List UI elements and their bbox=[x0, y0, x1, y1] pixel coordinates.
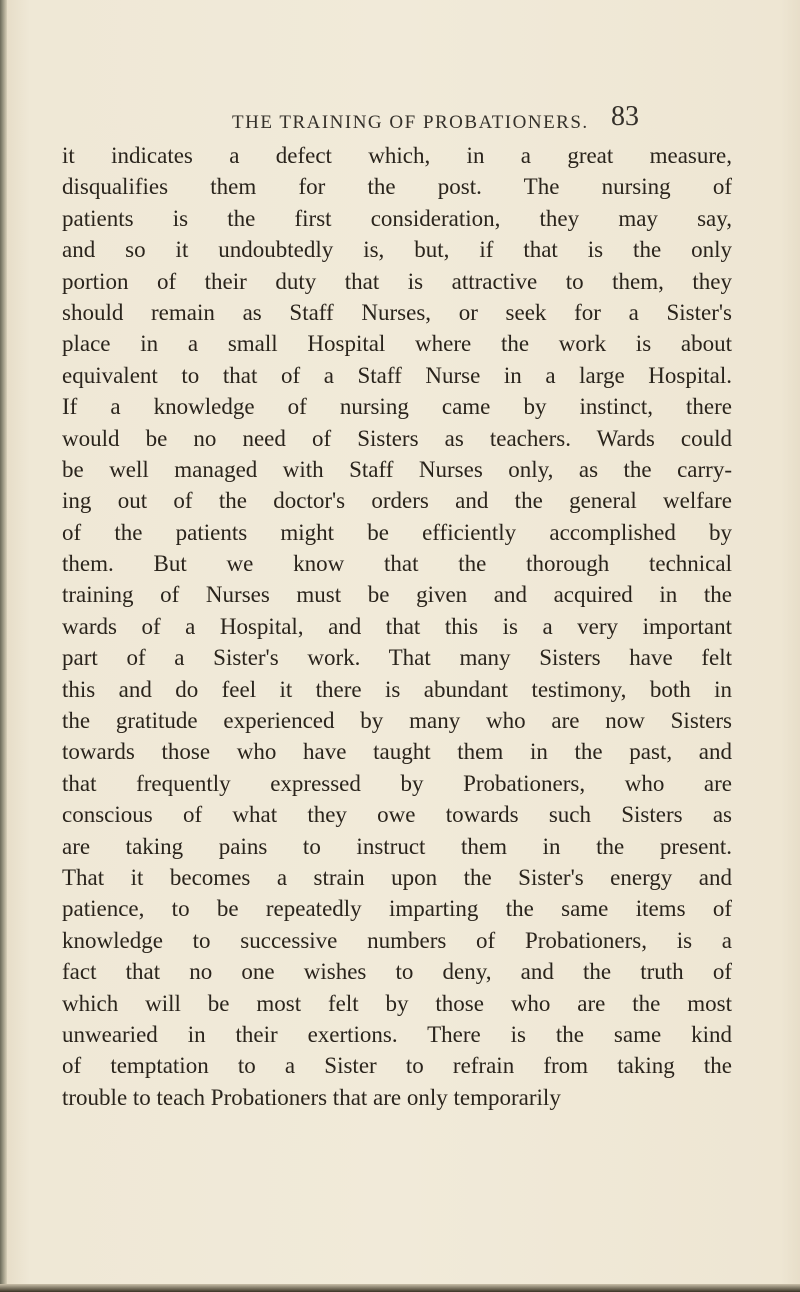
text-line: ing out of the doctor's orders and the general welfare bbox=[62, 488, 732, 514]
text-line: the gratitude experienced by many who are now Sisters bbox=[62, 708, 732, 734]
text-line: should remain as Staff Nurses, or seek for a Sister's bbox=[62, 299, 732, 325]
text-line: are taking pains to instruct them in the present. bbox=[62, 833, 732, 859]
text-line: disqualifies them for the post. The nursing of bbox=[62, 174, 732, 200]
page-bottom-edge bbox=[0, 1284, 800, 1292]
text-line: part of a Sister's work. That many Sisters have felt bbox=[62, 645, 732, 671]
text-line: this and do feel it there is abundant testimony, both in bbox=[62, 676, 732, 702]
text-line: of temptation to a Sister to refrain from taking the bbox=[62, 1053, 732, 1079]
running-title: THE TRAINING OF PROBATIONERS. bbox=[232, 112, 589, 133]
text-line: If a knowledge of nursing came by instinct, there bbox=[62, 394, 732, 420]
text-line: be well managed with Staff Nurses only, as the carry- bbox=[62, 456, 732, 482]
text-line: portion of their duty that is attractive to them, they bbox=[62, 268, 732, 294]
body-text bbox=[62, 140, 732, 1113]
text-line: that frequently expressed by Probationers, who are bbox=[62, 770, 732, 796]
text-line: conscious of what they owe towards such Sisters as bbox=[62, 802, 732, 828]
text-line: knowledge to successive numbers of Probationers, is a bbox=[62, 927, 732, 953]
text-line: and so it undoubtedly is, but, if that is the only bbox=[62, 237, 732, 263]
text-line: them. But we know that the thorough technical bbox=[62, 551, 732, 577]
text-line: training of Nurses must be given and acquired in the bbox=[62, 582, 732, 608]
page-number: 83 bbox=[611, 101, 639, 132]
text-line: would be no need of Sisters as teachers. Wards could bbox=[62, 425, 732, 451]
text-line: place in a small Hospital where the work is about bbox=[62, 331, 732, 357]
text-line: towards those who have taught them in the past, and bbox=[62, 739, 732, 765]
text-line: of the patients might be efficiently accomplished by bbox=[62, 519, 732, 545]
text-line: trouble to teach Probationers that are only temporarily bbox=[62, 1084, 561, 1110]
text-line: That it becomes a strain upon the Sister's energy and bbox=[62, 864, 732, 890]
binding-edge bbox=[0, 0, 7, 1292]
text-line: patience, to be repeatedly imparting the same items of bbox=[62, 896, 732, 922]
text-line: which will be most felt by those who are the most bbox=[62, 990, 732, 1016]
text-line: wards of a Hospital, and that this is a very important bbox=[62, 613, 732, 639]
text-line: equivalent to that of a Staff Nurse in a large Hospital. bbox=[62, 362, 732, 388]
text-line: it indicates a defect which, in a great measure, bbox=[62, 143, 732, 168]
text-line: patients is the first consideration, they may say, bbox=[62, 205, 732, 231]
text-line: fact that no one wishes to deny, and the truth of bbox=[62, 959, 732, 985]
text-line: unwearied in their exertions. There is the same kind bbox=[62, 1021, 732, 1047]
